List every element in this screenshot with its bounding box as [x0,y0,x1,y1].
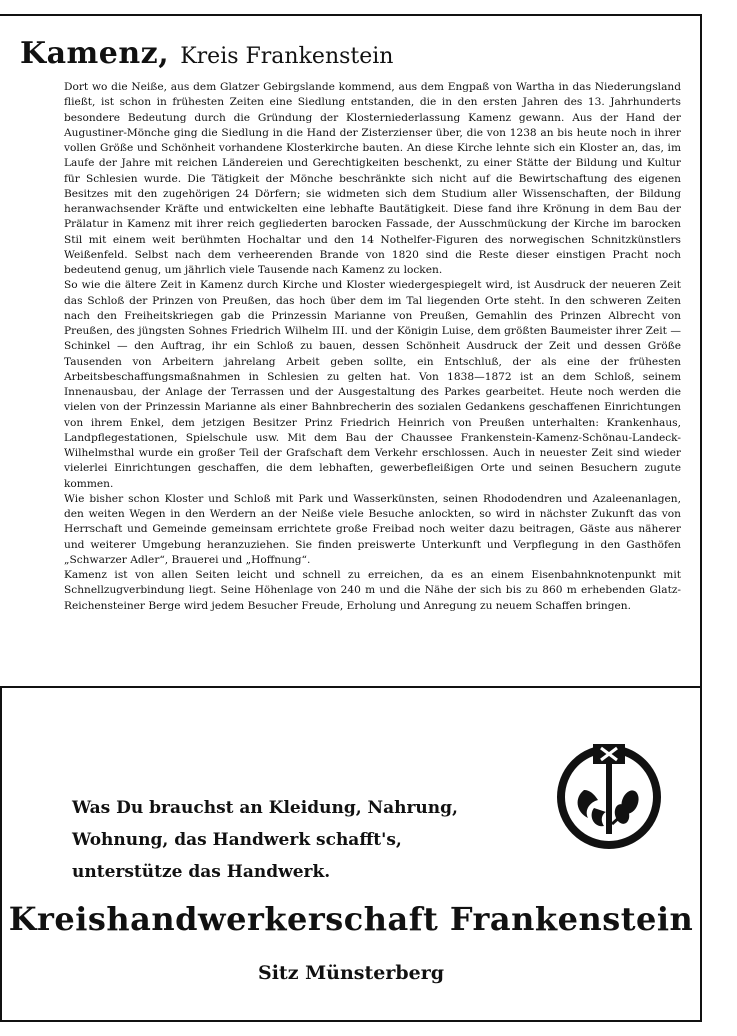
article-paragraph: Dort wo die Neiße, aus dem Glatzer Gebirgslande kommend, aus dem Engpaß von Wartha in das Niederungsland fließt, ist schon in frühesten Zeiten eine Siedlung entstanden, die in den ersten Jahren des 13. Jahrhunderts besondere Bedeutung durch die Gründung der Klosterniederlassung Kamenz gewann. Aus der Hand der Augustiner-Mönche ging die Siedlung in die Hand der Zisterzienser über, die von 1238 an bis heute noch in ihrer vollen Größe und Schönheit vorhandene Klosterkirche bauten. An diese Kirche lehnte sich ein Kloster an, das, im Laufe der Jahre mit reichen Ländereien und Gerechtigkeiten beschenkt, zu einer Stätte der Bildung und Kultur für Schlesien wurde. Die Tätigkeit der Mönche beschränkte sich nicht auf die Bewirtschaftung des eigenen Besitzes mit den zugehörigen 24 Dörfern; sie widmeten sich dem Studium aller Wissenschaften, der Bildung heranwachsender Kräfte und entwickelten eine lebhafte Bautätigkeit. Diese fand ihre Krönung in dem Bau der Prälatur in Kamenz mit ihrer reich gegliederten barocken Fassade, der Ausschmückung der Kirche im barocken Stil mit einem weit berühmten Hochaltar und den 14 Nothelfer-Figuren des norwegischen Schnitzkünstlers Weißenfeld. Selbst nach dem verheerenden Brande von 1820 sind die Reste dieser einstigen Pracht noch bedeutend genug, um jährlich viele Tausende nach Kamenz zu locken. [64,81,681,276]
article-paragraph: So wie die ältere Zeit in Kamenz durch Kirche und Kloster wiedergespiegelt wird, ist Ausdruck der neueren Zeit das Schloß der Prinzen von Preußen, das hoch über dem im Tal liegenden Orte steht. In den schweren Zeiten nach den Freiheitskriegen gab die Prinzessin Marianne von Preußen, Gemahlin des Prinzen Albrecht von Preußen, des jüngsten Sohnes Friedrich Wilhelm III. und der Königin Luise, dem größten Baumeister ihrer Zeit — Schinkel — den Auftrag, ihr ein Schloß zu bauen, dessen Schönheit Ausdruck der Zeit und dessen Größe Tausenden von Arbeitern jahrelang Arbeit geben sollte, ein Entschluß, der als eine der frühesten Arbeitsbeschaffungsmaßnahmen in Schlesien zu gelten hat. Von 1838—1872 ist an dem Schloß, seinem Innenausbau, der Anlage der Terrassen und der Ausgestaltung des Parkes gearbeitet. Heute noch werden die vielen von der Prinzessin Marianne als einer Bahnbrecherin des sozialen Gedankens geschaffenen Einrichtungen von ihrem Enkel, dem jetzigen Besitzer Prinz Friedrich Heinrich von Preußen unterhalten: Krankenhaus, Landpflegestationen, Spielschule usw. Mit dem Bau der Chaussee Frankenstein-Kamenz-Schönau-Landeck-Wilhelmsthal wurde ein großer Teil der Grafschaft dem Verkehr erschlossen. Auch in neuester Zeit sind wieder vielerlei Einrichtungen geschaffen, die dem lebhaften, gewerbefleißigen Orte und seinen Besuchern zugute kommen. [64,279,681,490]
page-border-bottom [0,1020,702,1022]
organization-name: Kreishandwerkerschaft Frankenstein [8,900,694,938]
article-title-place: Kamenz, [20,36,170,71]
advert-slogan [72,792,512,888]
article-paragraph: Wie bisher schon Kloster und Schloß mit Park und Wasserkünsten, seinen Rhododendren und Azaleenanlagen, den weiten Wegen in den Werdern an der Neiße viele Besuche anlockten, so wird in nächster Zukunft das von Herrschaft und Gemeinde gemeinsam errichtete große Freibad noch weiter dazu beitragen, Gäste aus näherer und weiterer Umgebung heranzuziehen. Sie finden preiswerte Unterkunft und Verpflegung in den Gasthöfen „Schwarzer Adler“, Brauerei und „Hoffnung“. [64,492,681,566]
organization-seat: Sitz Münsterberg [257,962,445,984]
hammer-oak-leaf-emblem-icon [554,740,664,850]
article-body [64,80,681,614]
slogan-line: Was Du brauchst an Kleidung, Nahrung, [72,798,458,818]
article-paragraph: Kamenz ist von allen Seiten leicht und schnell zu erreichen, da es an einem Eisenbahnknotenpunkt mit Schnellzugverbindung liegt. Seine Höhenlage von 240 m und die Nähe der sich bis zu 860 m erhebenden Glatz-Reichensteiner Berge wird jedem Besucher Freude, Erholung und Anregung zu neuem Schaffen bringen. [64,569,681,612]
section-divider [0,686,702,688]
slogan-line: Wohnung, das Handwerk schafft's, [72,830,402,850]
article-title-district: Kreis Frankenstein [180,44,394,69]
page-border-top [0,14,702,16]
page-border-right [700,14,702,1022]
slogan-line: unterstütze das Handwerk. [72,862,331,882]
article-heading [20,36,680,71]
